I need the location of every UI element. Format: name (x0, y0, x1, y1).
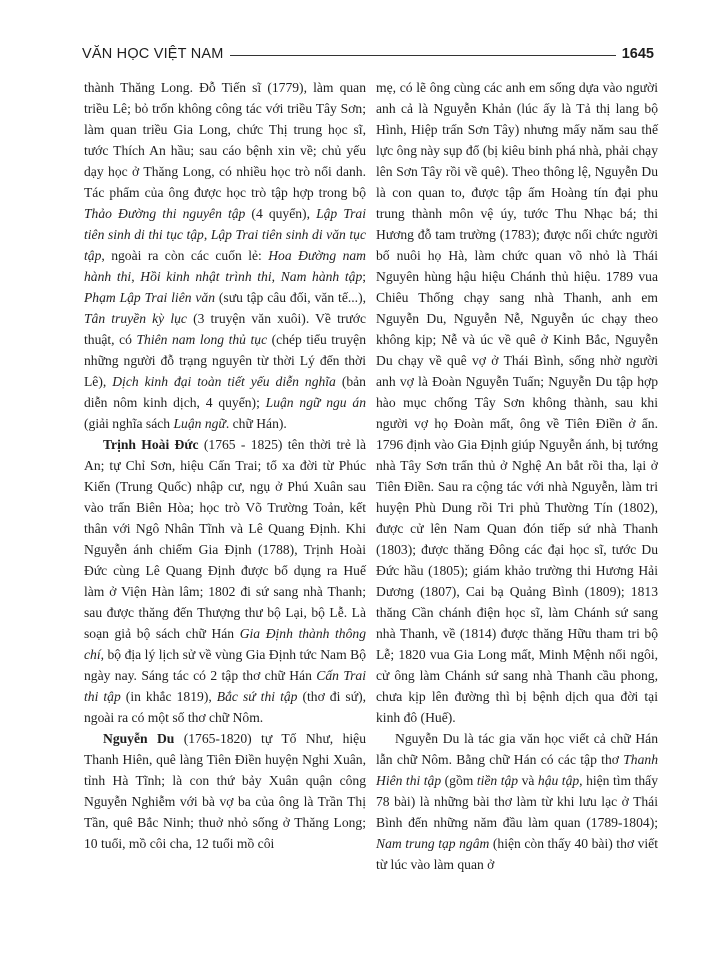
italic-title: Cấn Trai thi tập (84, 668, 366, 704)
text-run: (in khắc 1819), (120, 689, 217, 704)
text-run: , ngoài ra còn các cuốn lẻ: (101, 248, 269, 263)
text-run: mẹ, có lẽ ông cùng các anh em sống dựa vào người anh cả là Nguyễn Khản (lúc ấy là Tả thị lang bộ Hình, Hiệp trấn Sơn Tây) nhưng mấy năm sau thế lực ông này sụp đổ (bị kiêu binh phá nhà, phải chạy lên Sơn Tây rồi về quê). Theo thông lệ, Nguyễn Du là con quan to, được tập ấm Hoàng tín đại phu trung thành môn vệ úy, tước Thu Nhạc bá; thi Hương đỗ tam trường (1783); được nối chức người bố nuôi họ Hà, làm chức quan võ nhỏ là Thái Nguyên hùng hậu hiệu Chánh thủ hiệu. 1789 vua Chiêu Thống chạy sang nhà Thanh, anh em Nguyễn Du, Nguyễn Nễ, Nguyễn úc chạy theo không kịp; Nễ và úc về quê ở Kinh Bắc, Nguyễn Du chạy về quê vợ ở Thái Bình, sống nhờ người anh vợ là Đoàn Nguyễn Tuấn; Nguyễn Du tập hợp hào mục chống Tây Sơn không thành, sau khi người vợ họ Đoàn mất, ông về Tiên Điền ở ẩn. 1796 định vào Gia Định giúp Nguyễn ánh, bị tướng nhà Tây Sơn trấn thủ ở Nghệ An bắt rồi tha, lại ở Tiên Điền. Sau ra cộng tác với nhà Nguyễn, làm tri huyện Phù Dung rồi Tri phủ Thường Tín (1802), được cử lên Nam Quan đón tiếp sứ nhà Thanh (1803); được thăng Đông các đại học sĩ, tước Du Đức hầu (1805); giám khảo trường thi Hương Hải Dương (1807), Cai bạ Quảng Bình (1809); 1813 thăng Cần chánh điện học sĩ, làm Chánh sứ sang nhà Thanh, về (1814) được thăng Hữu tham tri bộ Lễ; 1820 vua Gia Long mất, Minh Mệnh nối ngôi, cử ông làm Chánh sứ sang nhà Thanh cầu phong, chưa kịp lên đường thì bị bệnh dịch qua đời tại kinh đô (Huế). (376, 80, 658, 725)
italic-title: Hoa Đường nam hành thi (84, 248, 366, 284)
text-run: (1765-1820) tự Tố Như, hiệu Thanh Hiên, quê làng Tiên Điền huyện Nghi Xuân, tỉnh Hà Tĩnh; là con thứ bảy Xuân quận công Nguyễn Nghiễm với bà vợ ba của ông là Trần Thị Tần, quê Bắc Ninh; thuở nhỏ sống ở Thăng Long; 10 tuổi, mồ côi cha, 12 tuổi mồ côi (84, 731, 366, 851)
text-run: (gồm (441, 773, 477, 788)
text-run: (bản diễn nôm kinh dịch, 4 quyển); (84, 374, 366, 410)
left-column (84, 77, 366, 854)
author-name: Nguyễn Du (103, 731, 175, 746)
italic-title: Phạm Lập Trai liên văn (84, 290, 216, 305)
paragraph-nguyen-du-continued (376, 77, 658, 728)
text-run: (4 quyển), (245, 206, 317, 221)
paragraph-trinh-hoai-duc (84, 434, 366, 728)
text-run: , (271, 269, 281, 284)
text-run: . chữ Hán). (225, 416, 287, 431)
text-run: (sưu tập câu đối, văn tế...), (215, 290, 366, 305)
text-run: (chép tiểu truyện những người đỗ trạng nguyên từ thời Lý đến thời Lê), (84, 332, 366, 389)
italic-title: Hồi kinh nhật trình thi (140, 269, 272, 284)
italic-title: Dịch kinh đại toàn tiết yếu diễn nghĩa (112, 374, 336, 389)
text-run: thành Thăng Long. Đỗ Tiến sĩ (1779), làm quan triều Lê; bỏ trốn không công tác với triều Tây Sơn; làm quan triều Gia Long, chức Thị trung học sĩ, tước Thích An hầu; sau cáo bệnh xin về; chủ yếu dạy học ở Thăng Long, có nhiều học trò nổi danh. Tác phẩm của ông được học trò tập hợp trong bộ (84, 80, 366, 200)
italic-title: Gia Định thành thông chí (84, 626, 366, 662)
text-run: (hiện còn thấy 40 bài) thơ viết từ lúc vào làm quan ở (376, 836, 658, 872)
text-run: (1765 - 1825) tên thời trẻ là An; tự Chỉ Sơn, hiệu Cấn Trai; tổ xa đời từ Phúc Kiến (Trung Quốc) nhập cư, ngụ ở Phú Xuân sau vào trấn Biên Hòa; học trò Võ Trường Toản, kết thân với Ngô Nhân Tĩnh và Lê Quang Định. Khi Nguyễn ánh chiếm Gia Định (1788), Trịnh Hoài Đức cùng Lê Quang Định được bổ dụng ra Huế làm ở Viện Hàn lâm; 1802 đi sứ sang nhà Thanh; sau được thăng đến Thượng thư bộ Lại, bộ Lễ. Là soạn giả bộ sách chữ Hán (84, 437, 366, 641)
text-run: và (518, 773, 538, 788)
text-run: , (131, 269, 141, 284)
italic-title: Thảo Đường thi nguyên tập (84, 206, 246, 221)
italic-title: Thanh Hiên thi tập (376, 752, 658, 788)
header-title: VĂN HỌC VIỆT NAM (82, 44, 230, 64)
text-run: , hiện tìm thấy 78 bài) là những bài thơ làm từ khi lưu lạc ở Thái Bình đến những năm đầu làm quan (1789-1804); (376, 773, 658, 830)
italic-title: Nam trung tạp ngâm (376, 836, 490, 851)
italic-title: Tân truyền kỳ lục (84, 311, 187, 326)
italic-title: Thiên nam long thủ tục (136, 332, 268, 347)
text-run: ; (362, 269, 367, 284)
paragraph-nguyen-du (84, 728, 366, 854)
text-run: , (203, 227, 211, 242)
running-header (82, 44, 654, 66)
italic-title: Lập Trai tiên sinh di văn tục tập (84, 227, 366, 263)
paragraph-nguyen-du-works (376, 728, 658, 875)
italic-title: Luận ngữ ngu án (265, 395, 366, 410)
italic-title: hậu tập (537, 773, 580, 788)
italic-title: Luận ngữ (173, 416, 226, 431)
author-name: Trịnh Hoài Đức (103, 437, 199, 452)
text-run: (giải nghĩa sách (84, 416, 174, 431)
italic-title: Bắc sứ thi tập (216, 689, 298, 704)
text-run: (3 truyện văn xuôi). Về trước thuật, có (84, 311, 366, 347)
italic-title: tiền tập (476, 773, 519, 788)
page-number: 1645 (616, 44, 654, 64)
italic-title: Lập Trai tiên sinh di thi tục tập (84, 206, 366, 242)
text-run: (thơ đi sứ), ngoài ra có một số thơ chữ Nôm. (84, 689, 366, 725)
text-run: Nguyễn Du là tác gia văn học viết cả chữ Hán lẫn chữ Nôm. Bằng chữ Hán có các tập thơ (376, 731, 658, 767)
right-column (376, 77, 658, 875)
italic-title: Nam hành tập (280, 269, 363, 284)
paragraph-pham-quy-thich-continued (84, 77, 366, 434)
text-run: , bộ địa lý lịch sử về vùng Gia Định tức Nam Bộ ngày nay. Sáng tác có 2 tập thơ chữ Hán (84, 647, 366, 683)
